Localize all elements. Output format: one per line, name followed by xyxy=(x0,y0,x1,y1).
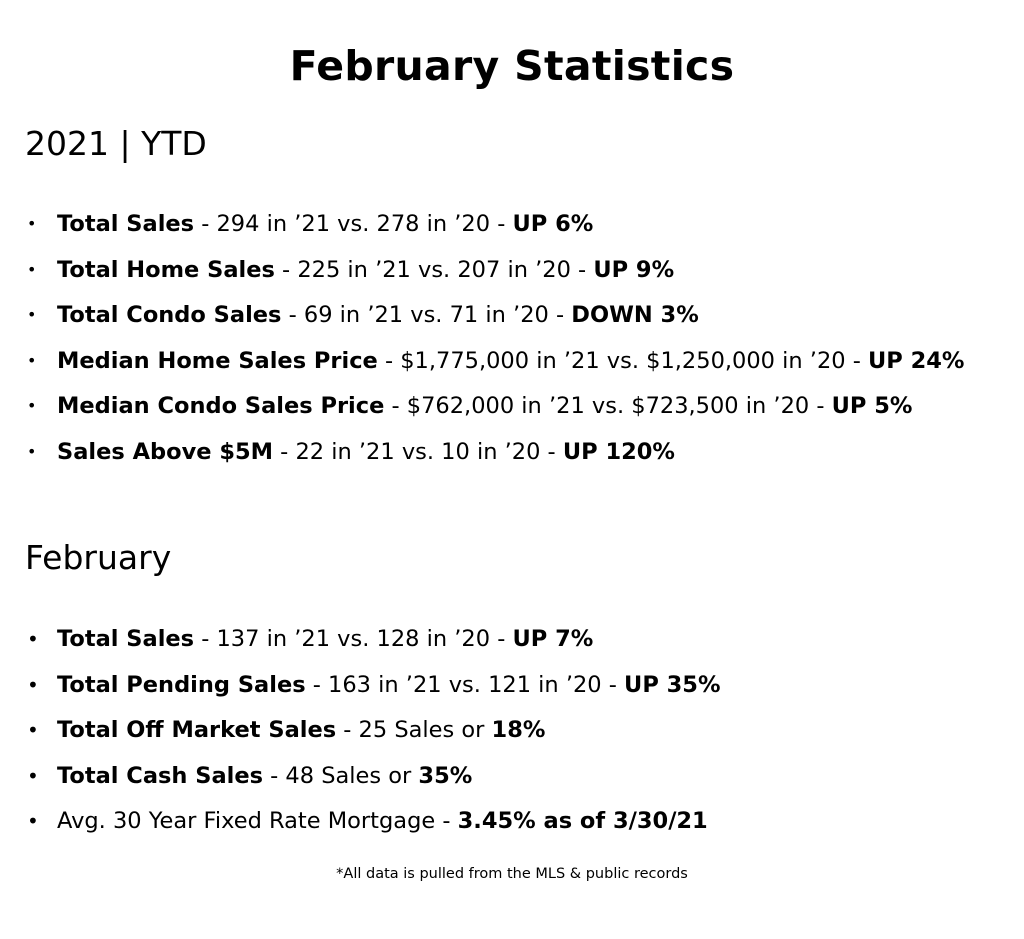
bullet-icon: • xyxy=(27,305,37,324)
stat-change: UP 5% xyxy=(831,393,913,419)
bullet-icon: • xyxy=(27,350,37,370)
ytd-stat-list xyxy=(25,205,1015,478)
stat-detail: - 69 in ’21 vs. 71 in ’20 - xyxy=(281,302,572,328)
february-section-heading: February xyxy=(25,538,172,577)
stat-detail: Avg. 30 Year Fixed Rate Mortgage - xyxy=(57,808,458,834)
page-title: February Statistics xyxy=(289,42,735,90)
stat-change: UP 120% xyxy=(562,438,675,465)
ytd-section-heading: 2021 | YTD xyxy=(25,124,207,163)
stat-label: Total Cash Sales xyxy=(57,762,263,789)
bullet-icon: • xyxy=(27,259,37,279)
stat-label: Total Sales xyxy=(57,626,195,652)
stat-label: Total Pending Sales xyxy=(57,671,306,698)
stat-label: Sales Above $5M xyxy=(57,438,274,465)
list-item xyxy=(25,711,1015,757)
stat-label: Median Home Sales Price xyxy=(57,347,378,374)
february-stat-list xyxy=(25,620,1015,848)
stat-label: Total Condo Sales xyxy=(57,302,282,328)
stat-detail: - $1,775,000 in ’21 vs. $1,250,000 in ’20 - xyxy=(377,347,869,374)
list-item xyxy=(25,342,1015,388)
bullet-icon: • xyxy=(27,672,39,697)
stat-detail: - 25 Sales or xyxy=(336,717,492,743)
stat-change: 3.45% as of 3/30/21 xyxy=(457,808,708,834)
stat-label: Total Home Sales xyxy=(57,256,275,283)
bullet-icon: • xyxy=(27,441,37,461)
stat-change: UP 7% xyxy=(512,626,594,652)
stat-detail: - 22 in ’21 vs. 10 in ’20 - xyxy=(273,438,563,465)
stat-detail: - 48 Sales or xyxy=(263,762,419,789)
list-item xyxy=(25,296,1015,342)
stat-label: Total Off Market Sales xyxy=(57,717,337,743)
list-item xyxy=(25,251,1015,297)
data-source-footnote: *All data is pulled from the MLS & public records xyxy=(336,866,688,882)
stat-change: UP 24% xyxy=(868,347,965,374)
stat-detail: - 225 in ’21 vs. 207 in ’20 - xyxy=(274,256,594,283)
stat-change: UP 35% xyxy=(624,671,721,698)
stat-detail: - $762,000 in ’21 vs. $723,500 in ’20 - xyxy=(384,393,832,419)
stat-change: UP 9% xyxy=(593,256,675,283)
bullet-icon: • xyxy=(27,809,39,833)
bullet-icon: • xyxy=(27,214,37,233)
stat-label: Median Condo Sales Price xyxy=(57,393,385,419)
list-item xyxy=(25,666,1015,712)
stat-detail: - 137 in ’21 vs. 128 in ’20 - xyxy=(194,626,513,652)
bullet-icon: • xyxy=(27,627,39,651)
stat-change: DOWN 3% xyxy=(571,302,699,328)
bullet-icon: • xyxy=(27,763,39,788)
stat-change: UP 6% xyxy=(512,211,594,237)
list-item xyxy=(25,205,1015,251)
list-item xyxy=(25,757,1015,803)
list-item xyxy=(25,387,1015,433)
stat-change: 35% xyxy=(418,762,473,789)
bullet-icon: • xyxy=(27,396,37,415)
bullet-icon: • xyxy=(27,718,39,742)
list-item xyxy=(25,620,1015,666)
list-item xyxy=(25,433,1015,479)
list-item xyxy=(25,802,1015,848)
stat-change: 18% xyxy=(491,717,546,743)
stat-label: Total Sales xyxy=(57,211,195,237)
stat-detail: - 163 in ’21 vs. 121 in ’20 - xyxy=(305,671,625,698)
stat-detail: - 294 in ’21 vs. 278 in ’20 - xyxy=(194,211,513,237)
